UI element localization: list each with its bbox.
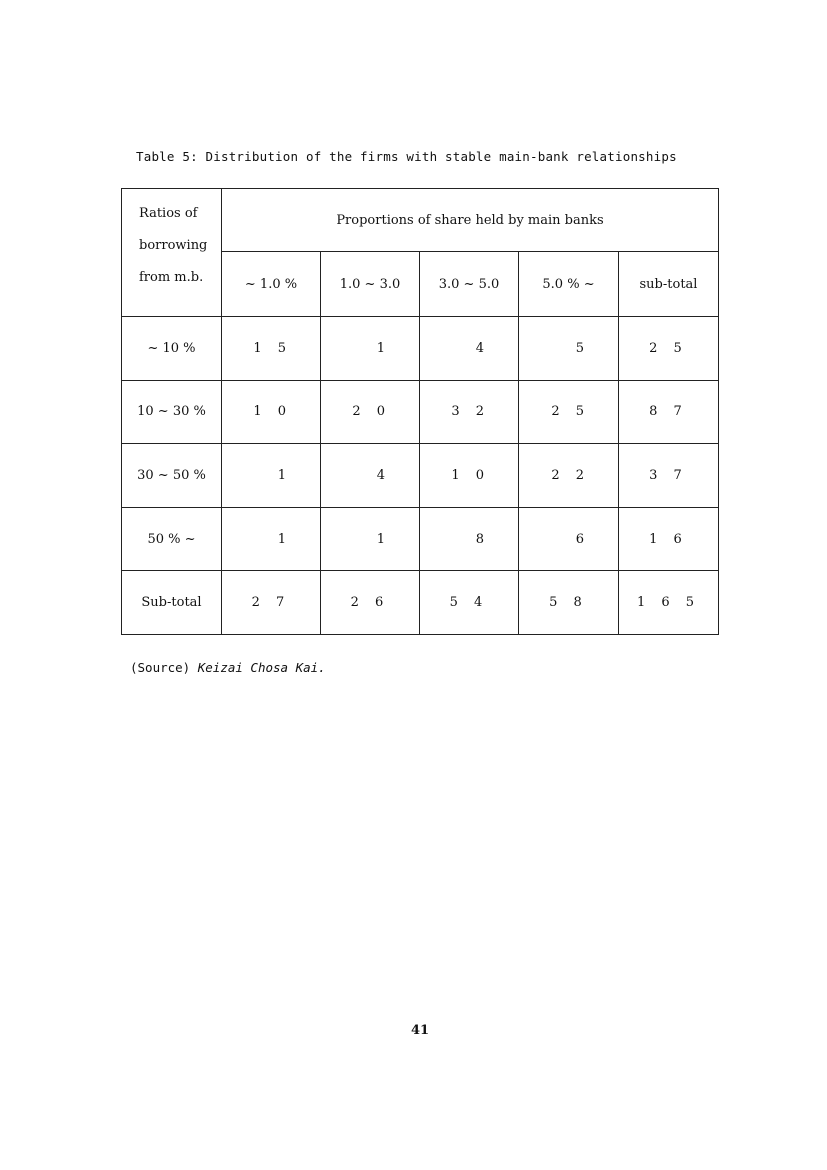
table-row (122, 444, 719, 508)
table-cell: 2 6 (321, 571, 420, 635)
table-cell: 5 8 (519, 571, 619, 635)
table-cell: 2 5 (519, 380, 619, 444)
source-name: Keizai Chosa Kai. (197, 660, 326, 675)
column-group-header: Proportions of share held by main banks (222, 189, 719, 252)
subtotal-cell: 2 5 (619, 317, 719, 381)
table-cell: 1 (222, 444, 321, 508)
grand-total-cell: 1 6 5 (619, 571, 719, 635)
column-header: 3.0 ~ 5.0 (420, 252, 519, 317)
subtotal-cell: 1 6 (619, 507, 719, 571)
row-header-line-2: borrowing (139, 238, 208, 253)
row-header-cell (122, 189, 222, 317)
column-header: 5.0 % ~ (519, 252, 619, 317)
table-cell: 1 (321, 507, 420, 571)
source-prefix: (Source) (130, 660, 191, 675)
table-cell: 4 (321, 444, 420, 508)
table-cell: 1 0 (222, 380, 321, 444)
table-cell: 1 0 (420, 444, 519, 508)
source-note (130, 660, 326, 675)
subtotal-cell: 3 7 (619, 444, 719, 508)
row-label: ~ 10 % (122, 317, 222, 381)
row-label: 10 ~ 30 % (122, 380, 222, 444)
row-label: Sub-total (122, 571, 222, 635)
table-cell: 1 (321, 317, 420, 381)
table-cell: 2 7 (222, 571, 321, 635)
column-header: ~ 1.0 % (222, 252, 321, 317)
table-cell: 8 (420, 507, 519, 571)
row-label: 30 ~ 50 % (122, 444, 222, 508)
table-cell: 6 (519, 507, 619, 571)
page-number: 41 (410, 1023, 430, 1038)
distribution-table (121, 188, 719, 635)
row-header-line-1: Ratios of (139, 206, 198, 221)
table-cell: 2 2 (519, 444, 619, 508)
row-label: 50 % ~ (122, 507, 222, 571)
table-cell: 4 (420, 317, 519, 381)
table-row (122, 571, 719, 635)
table-cell: 1 (222, 507, 321, 571)
row-header-line-3: from m.b. (139, 270, 204, 285)
table-cell: 5 (519, 317, 619, 381)
table-cell: 1 5 (222, 317, 321, 381)
column-header: sub-total (619, 252, 719, 317)
table-caption: Table 5: Distribution of the firms with stable main-bank relationships (136, 149, 677, 164)
column-header: 1.0 ~ 3.0 (321, 252, 420, 317)
table-row (122, 317, 719, 381)
table-cell: 3 2 (420, 380, 519, 444)
subtotal-cell: 8 7 (619, 380, 719, 444)
table-row (122, 380, 719, 444)
table-cell: 5 4 (420, 571, 519, 635)
table-row (122, 507, 719, 571)
table-cell: 2 0 (321, 380, 420, 444)
